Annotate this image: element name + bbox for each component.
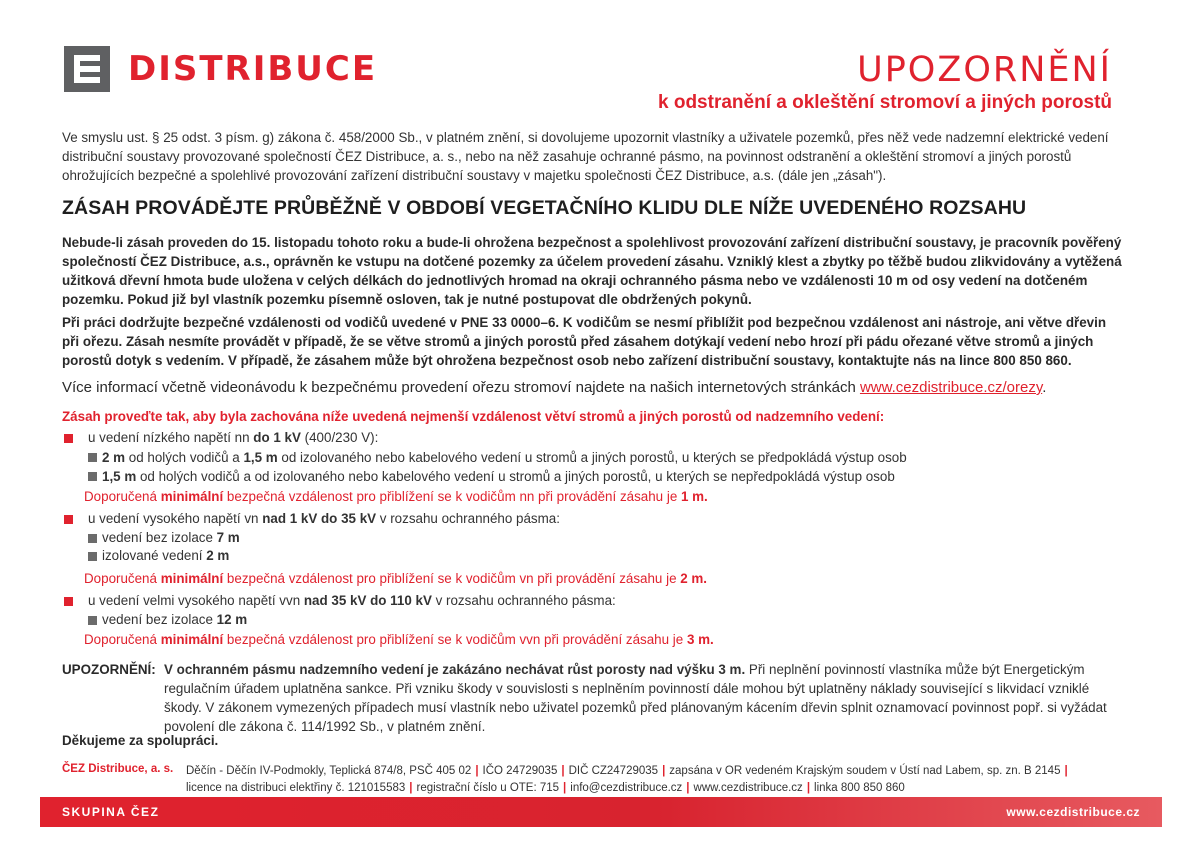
bullet-grey-icon xyxy=(88,453,97,462)
warning-label: UPOZORNĚNÍ: xyxy=(62,662,156,677)
vn-item-2-text: izolované vedení xyxy=(102,548,207,563)
vn-range: nad 1 kV do 35 kV xyxy=(262,511,377,526)
warning-body: Při neplnění povinností vlastníka může být Energetickým regulačním úřadem uplatněna sankce. Při vzniku škody v souvislosti s neplněním povinností dále mohou být uplatněny náklady související s likvidací vzniklé škody. V zákonem vymezených případech musí vlastník nebo uživatel pozemků před plánovaným kácením dřevin splnit oznamovací povinnost popř. si vyžádat povolení dle zákona č. 114/1992 Sb., v platném znění. xyxy=(164,662,1107,734)
nn-item-1-text-1: od holých vodičů a xyxy=(125,450,244,465)
vvn-rec-text-2: bezpečná vzdálenost pro přiblížení se k vodičům vvn při provádění zásahu je xyxy=(223,632,687,647)
deadline-text-1: Nebude-li zásah proveden xyxy=(62,235,232,250)
company-register: zapsána v OR vedeném Krajským soudem v Ústí nad Labem, sp. zn. B 2145 xyxy=(669,765,1061,777)
nn-rec-dist: 1 m. xyxy=(680,489,708,504)
deadline-paragraph xyxy=(62,233,1122,309)
vvn-recommendation xyxy=(84,631,714,649)
company-web-link[interactable]: www.cezdistribuce.cz xyxy=(693,782,803,794)
nn-line xyxy=(88,429,378,447)
company-address-line-2 xyxy=(186,780,1072,797)
company-address: Děčín - Děčín IV-Podmokly, Teplická 874/8, PSČ 405 02 xyxy=(186,765,472,777)
vn-line xyxy=(88,510,560,528)
nn-range: do 1 kV xyxy=(253,430,301,445)
nn-item-2-text: od holých vodičů a od izolovaného nebo kabelového vedení u stromů a jiných porostů, u kterých se nepředpokládá výstup osob xyxy=(136,469,895,484)
intro-paragraph: Ve smyslu ust. § 25 odst. 3 písm. g) zákona č. 458/2000 Sb., v platném znění, si dovolujeme upozornit vlastníky a uživatele pozemků, přes něž vede nadzemní elektrické vedení distribuční soustavy provozované společností ČEZ Distribuce, a. s., nebo na něž zasahuje ochranné pásmo, na povinnost odstranění a okleštění stromoví a jiných porostů ohrožujících bezpečné a spolehlivé provozování zařízení distribuční soustavy v majetku společnosti ČEZ Distribuce, a.s. (dále jen „zásah"). xyxy=(62,130,1109,183)
page-title: UPOZORNĚNÍ xyxy=(857,50,1112,90)
safety-paragraph xyxy=(62,313,1122,370)
page-subtitle: k odstranění a okleštění stromoví a jiných porostů xyxy=(658,92,1112,113)
vvn-rec-min: minimální xyxy=(160,632,224,647)
bullet-red-icon xyxy=(64,434,73,443)
distances-heading: Zásah proveďte tak, aby byla zachována níže uvedená nejmenší vzdálenost větví stromů a jiných porostů od nadzemního vedení: xyxy=(62,409,885,424)
vn-rec-text-2: bezpečná vzdálenost pro přiblížení se k vodičům vn při provádění zásahu je xyxy=(223,571,681,586)
vvn-text-2: v rozsahu ochranného pásma: xyxy=(431,593,616,608)
company-licence: licence na distribuci elektřiny č. 121015583 xyxy=(186,782,406,794)
nn-rec-min: minimální xyxy=(160,489,224,504)
footer-bar xyxy=(40,797,1162,827)
vn-rec-min: minimální xyxy=(160,571,224,586)
separator: | xyxy=(662,765,666,777)
vn-rec-text-1: Doporučená xyxy=(84,571,161,586)
footer-group-name: SKUPINA ČEZ xyxy=(62,805,160,819)
more-info-line xyxy=(62,378,1122,398)
vvn-range: nad 35 kV do 110 kV xyxy=(303,593,432,608)
bullet-grey-icon xyxy=(88,534,97,543)
bullet-grey-icon xyxy=(88,472,97,481)
thanks-line: Děkujeme za spolupráci. xyxy=(62,733,219,748)
vvn-item-1-dist: 12 m xyxy=(216,612,248,627)
company-email-link[interactable]: info@cezdistribuce.cz xyxy=(570,782,683,794)
company-address xyxy=(186,763,1072,797)
vn-text-2: v rozsahu ochranného pásma: xyxy=(376,511,560,526)
company-dic: DIČ CZ24729035 xyxy=(568,765,659,777)
more-info-text: Více informací včetně videonávodu k bezpečnému provedení ořezu stromoví najdete na našich internetových stránkách xyxy=(62,379,860,396)
bullet-grey-icon xyxy=(88,616,97,625)
orezy-link[interactable]: www.cezdistribuce.cz/orezy xyxy=(859,379,1043,396)
cez-logo xyxy=(64,46,377,92)
more-info-end: . xyxy=(1042,379,1047,396)
brand-name: DISTRIBUCE xyxy=(128,49,378,89)
footer-web-link[interactable]: www.cezdistribuce.cz xyxy=(1006,805,1140,819)
bullet-grey-icon xyxy=(88,552,97,561)
cez-e-logo-icon xyxy=(64,46,110,92)
deadline-date: do 15. listopadu xyxy=(231,235,334,250)
nn-item-1-dist-2: 1,5 m xyxy=(243,450,278,465)
company-ico: IČO 24729035 xyxy=(482,765,558,777)
vvn-item-1 xyxy=(102,611,247,629)
separator: | xyxy=(561,765,565,777)
vn-item-2 xyxy=(102,547,229,565)
vn-text-1: u vedení vysokého napětí vn xyxy=(88,511,263,526)
vvn-item-1-text: vedení bez izolace xyxy=(102,612,217,627)
vvn-rec-text-1: Doporučená xyxy=(84,632,161,647)
nn-text-1: u vedení nízkého napětí nn xyxy=(88,430,254,445)
warning-text xyxy=(164,660,1126,736)
nn-item-1 xyxy=(102,449,907,467)
nn-text-2: (400/230 V): xyxy=(300,430,379,445)
company-hotline: linka 800 850 860 xyxy=(814,782,905,794)
company-address-line-1 xyxy=(186,763,1072,780)
separator: | xyxy=(475,765,479,777)
company-name: ČEZ Distribuce, a. s. xyxy=(62,763,174,775)
nn-rec-text-2: bezpečná vzdálenost pro přiblížení se k vodičům nn při provádění zásahu je xyxy=(223,489,681,504)
deadline-text-2: tohoto roku a bude-li ohrožena bezpečnost a spolehlivost provozování zařízení distribuční soustavy, je pracovník pověřený společností ČEZ Distribuce, a.s., oprávněn ke vstupu na dotčené pozemky za účelem provedení zásahu. Vzniklý klest a zbytky po těžbě budou zlikvidovány a vytěžená užitková dřevní hmota bude uložena v celých délkách do jednotlivých hromad na okraji ochranného pásma nebo ve vzdálenosti 10 m od osy vedení na dotčeném pozemku. Pokud již byl vlastník pozemku písemně osloven, tak je nutné postupovat dle obdržených pokynů. xyxy=(62,235,1122,307)
bullet-red-icon xyxy=(64,515,73,524)
vn-rec-dist: 2 m. xyxy=(680,571,708,586)
bullet-red-icon xyxy=(64,597,73,606)
vn-item-1-dist: 7 m xyxy=(216,530,240,545)
company-ote: registrační číslo u OTE: 715 xyxy=(416,782,560,794)
nn-item-1-text-2: od izolovaného nebo kabelového vedení u stromů a jiných porostů, u kterých se předpokládá výstup osob xyxy=(277,450,907,465)
vn-recommendation xyxy=(84,570,707,588)
nn-item-2 xyxy=(102,468,895,486)
vn-item-1-text: vedení bez izolace xyxy=(102,530,217,545)
separator: | xyxy=(563,782,567,794)
vvn-line xyxy=(88,592,616,610)
vn-item-2-dist: 2 m xyxy=(206,548,230,563)
vn-item-1 xyxy=(102,529,240,547)
nn-item-1-dist-1: 2 m xyxy=(102,450,126,465)
separator: | xyxy=(806,782,811,794)
nn-item-2-dist: 1,5 m xyxy=(102,469,137,484)
nn-rec-text-1: Doporučená xyxy=(84,489,161,504)
vvn-rec-dist: 3 m. xyxy=(686,632,714,647)
section-heading: ZÁSAH PROVÁDĚJTE PRŮBĚŽNĚ V OBDOBÍ VEGETAČNÍHO KLIDU DLE NÍŽE UVEDENÉHO ROZSAHU xyxy=(62,197,1027,219)
safety-contact-text: V případě, že zásahem může být ohrožena bezpečnost osob nebo zařízení distribuční soustavy, kontaktujte nás na lince 800 850 860. xyxy=(227,353,1072,368)
separator: | xyxy=(409,782,413,794)
vvn-text-1: u vedení velmi vysokého napětí vvn xyxy=(88,593,304,608)
nn-recommendation xyxy=(84,488,708,506)
separator: | xyxy=(1064,765,1068,777)
separator: | xyxy=(686,782,690,794)
safety-text: Při práci dodržujte bezpečné vzdálenosti od vodičů uvedené v PNE 33 0000–6. K vodičům se nesmí přiblížit pod bezpečnou vzdálenost ani nástroje, ani větve dřevin při ořezu. Zásah nesmíte provádět v případě, že se větve stromů a jiných porostů před zásahem dotýkají vedení nebo hrozí při pádu ořezané větve stromů a jiných porostů dotyk s vedením. xyxy=(62,315,1107,368)
warning-bold: V ochranném pásmu nadzemního vedení je zakázáno nechávat růst porosty nad výšku 3 m. xyxy=(164,662,746,677)
